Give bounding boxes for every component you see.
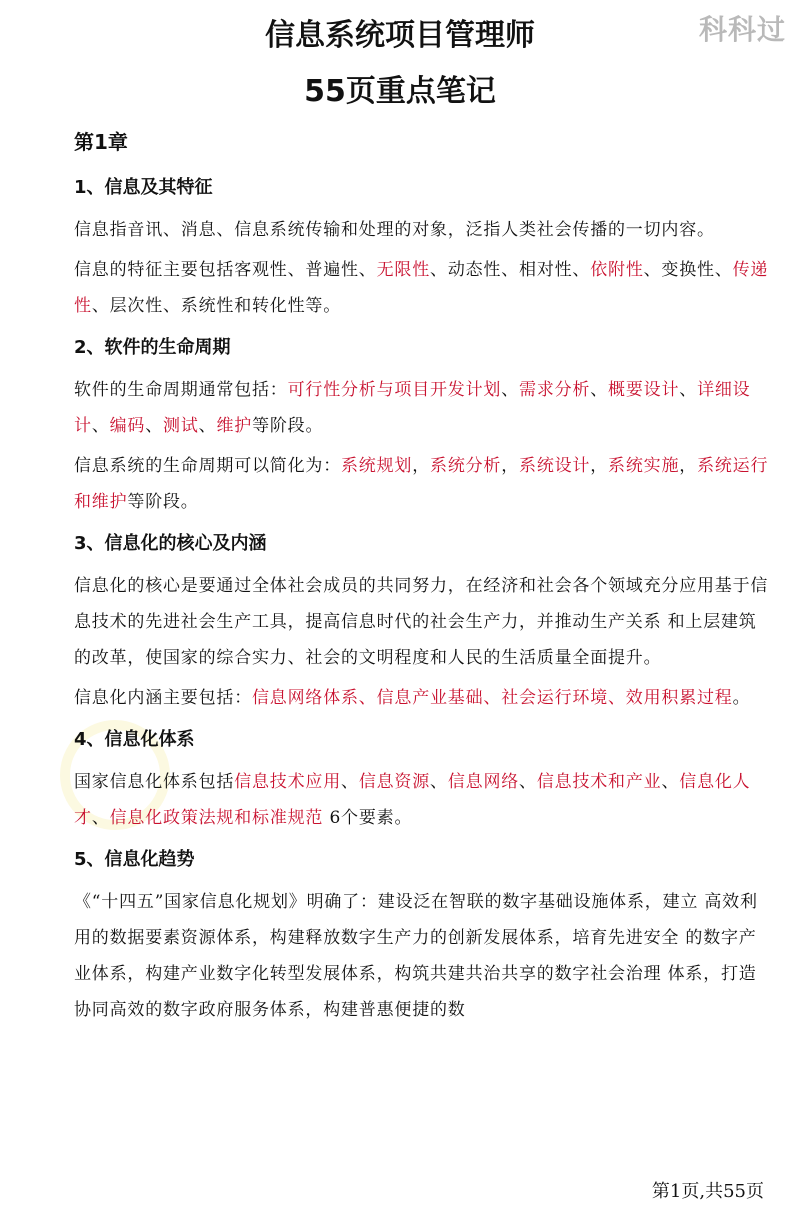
paragraph [74,252,774,324]
highlighted-term: 信息网络 [447,772,520,792]
text-run: 、 [198,416,217,436]
highlighted-term: 编码 [109,416,146,436]
section-heading: 2、软件的生命周期 [74,337,231,358]
highlighted-term: 可行性分析与项目开发计划 [287,380,502,400]
document-body [74,126,774,1036]
section [74,724,774,836]
text-run: 、 [590,380,609,400]
document-subtitle: 55页重点笔记 [304,74,496,109]
paragraph [74,212,774,248]
text-run: 软件的生命周期通常包括： [74,380,288,400]
text-run: ， [412,456,431,476]
text-run: 、 [145,416,164,436]
brand-logo: 科科过 [698,13,786,46]
text-run: 6个要素。 [323,808,413,828]
text-run: 。 [732,688,751,708]
highlighted-term: 系统规划 [341,456,413,476]
highlighted-term: 信息技术应用 [234,772,342,792]
text-run: ， [590,456,609,476]
text-run: 、 [501,380,520,400]
section-heading: 5、信息化趋势 [74,849,195,870]
text-run: 等阶段。 [127,492,199,512]
paragraph [74,568,774,676]
chapter-heading: 第1章 [74,130,128,154]
text-run: 、 [341,772,359,792]
highlighted-term: 系统运行和维护 [74,456,769,512]
paragraph [74,680,774,716]
section [74,172,774,324]
paragraph [74,764,774,836]
highlighted-term: 需求分析 [519,380,591,400]
highlighted-term: 信息化政策法规和标准规范 [109,808,324,828]
page-footer: 第1页,共55页 [651,1181,764,1202]
highlighted-term: 依附性 [590,260,644,280]
paragraph [74,448,774,520]
text-run: 、 [91,808,110,828]
text-run: 等阶段。 [252,416,324,436]
section [74,844,774,1028]
highlighted-term: 信息化人才 [74,772,751,828]
highlighted-term: 系统实施 [608,456,680,476]
highlighted-term: 系统分析 [430,456,502,476]
section-heading: 4、信息化体系 [74,729,195,750]
text-run: 《“十四五”国家信息化规划》明确了：建设泛在智联的数字基础设施体系，建立 高效利用的数据要素资源体系，构建释放数字生产力的创新发展体系，培育先进安全 的数字产业体系，构建产业数字化转型发展体系，构筑共建共治共享的数字社会治理 体系，打造协同高效的数字政府服务体系，构建普惠便捷的数 [74,892,758,1020]
text-run: 、层次性、系统性和转化性等。 [91,296,342,316]
text-run: 、动态性、相对性、 [430,260,591,280]
highlighted-term: 信息资源 [358,772,431,792]
section [74,528,774,716]
text-run: 、 [661,772,680,792]
highlighted-term: 维护 [216,416,253,436]
text-run: 信息系统的生命周期可以简化为： [74,456,341,476]
document-title: 信息系统项目管理师 [265,18,535,53]
text-run: 国家信息化体系包括 [74,772,235,792]
highlighted-term: 概要设计 [608,380,680,400]
text-run: 、 [519,772,537,792]
text-run: 信息的特征主要包括客观性、普遍性、 [74,260,377,280]
section-heading: 1、信息及其特征 [74,177,213,198]
paragraph [74,372,774,444]
highlighted-term: 信息网络体系、信息产业基础、社会运行环境、效用积累过程 [252,688,733,708]
text-run: 、 [91,416,110,436]
text-run: 、 [679,380,698,400]
text-run: 信息化的核心是要通过全体社会成员的共同努力，在经济和社会各个领域充分应用基于信息技术的先进社会生产工具，提高信息时代的社会生产力，并推动生产关系 和上层建筑的改革，使国家的综合实力、社会的文明程度和人民的生活质量全面提升。 [74,576,769,668]
paragraph [74,884,774,1028]
section [74,332,774,520]
text-run: 、变换性、 [643,260,733,280]
highlighted-term: 详细设计 [74,380,751,436]
text-run: 信息指音讯、消息、信息系统传输和处理的对象，泛指人类社会传播的一切内容。 [74,220,715,240]
text-run: ， [679,456,698,476]
sections-container [74,172,774,1028]
highlighted-term: 测试 [163,416,199,436]
highlighted-term: 传递性 [74,260,769,316]
section-heading: 3、信息化的核心及内涵 [74,533,267,554]
text-run: 信息化内涵主要包括： [74,688,252,708]
highlighted-term: 无限性 [376,260,431,280]
text-run: ， [501,456,520,476]
highlighted-term: 系统设计 [519,456,591,476]
text-run: 、 [430,772,448,792]
highlighted-term: 信息技术和产业 [536,772,662,792]
